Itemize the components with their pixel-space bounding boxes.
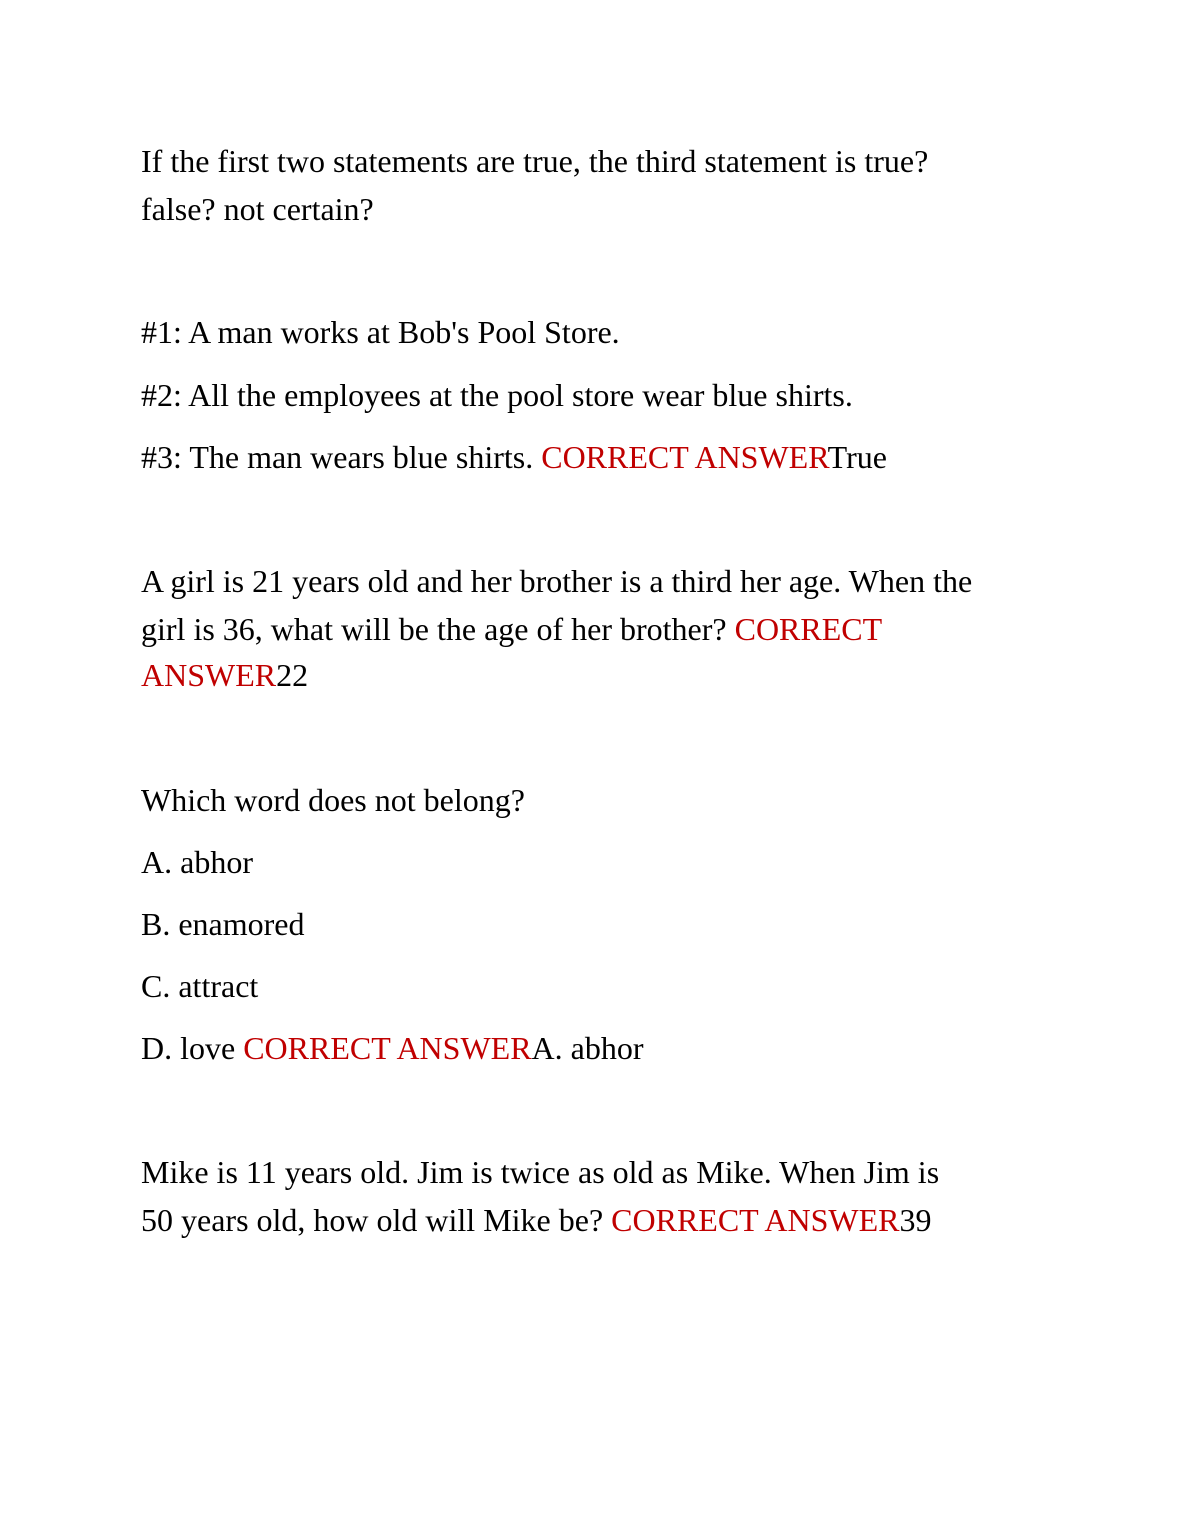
q2-answer-label-part1: CORRECT xyxy=(734,611,883,647)
q4-line1: Mike is 11 years old. Jim is twice as old as Mike. When Jim is xyxy=(141,1154,940,1190)
q1-statement-3-line xyxy=(141,438,887,476)
q1-statement-1: #1: A man works at Bob's Pool Store. xyxy=(141,314,620,350)
q4-line2 xyxy=(141,1201,931,1239)
q2-line1: A girl is 21 years old and her brother is a third her age. When the xyxy=(141,563,973,599)
q2-line2 xyxy=(141,610,882,648)
q1-answer: True xyxy=(827,439,887,475)
q1-prompt-line1: If the first two statements are true, the third statement is true? xyxy=(141,143,929,179)
q1-prompt-line2: false? not certain? xyxy=(141,191,374,227)
q1-statement-2: #2: All the employees at the pool store wear blue shirts. xyxy=(141,377,853,413)
q3-option-a: A. abhor xyxy=(141,844,253,880)
q3-option-b: B. enamored xyxy=(141,906,305,942)
q2-question: girl is 36, what will be the age of her brother? xyxy=(141,611,735,647)
q2-answer-label-part2: ANSWER xyxy=(141,657,277,693)
q3-prompt: Which word does not belong? xyxy=(141,782,525,818)
q3-answer-label: CORRECT ANSWER xyxy=(243,1030,532,1066)
q3-option-d: D. love xyxy=(141,1030,244,1066)
q3-option-d-line xyxy=(141,1029,644,1067)
q3-answer: A. abhor xyxy=(531,1030,644,1066)
q2-line3 xyxy=(141,656,308,694)
q2-answer: 22 xyxy=(276,657,309,693)
q4-question: 50 years old, how old will Mike be? xyxy=(141,1202,612,1238)
q3-option-c: C. attract xyxy=(141,968,259,1004)
q1-statement-3: #3: The man wears blue shirts. xyxy=(141,439,542,475)
q4-answer: 39 xyxy=(899,1202,932,1238)
q4-answer-label: CORRECT ANSWER xyxy=(611,1202,900,1238)
q1-answer-label: CORRECT ANSWER xyxy=(541,439,828,475)
